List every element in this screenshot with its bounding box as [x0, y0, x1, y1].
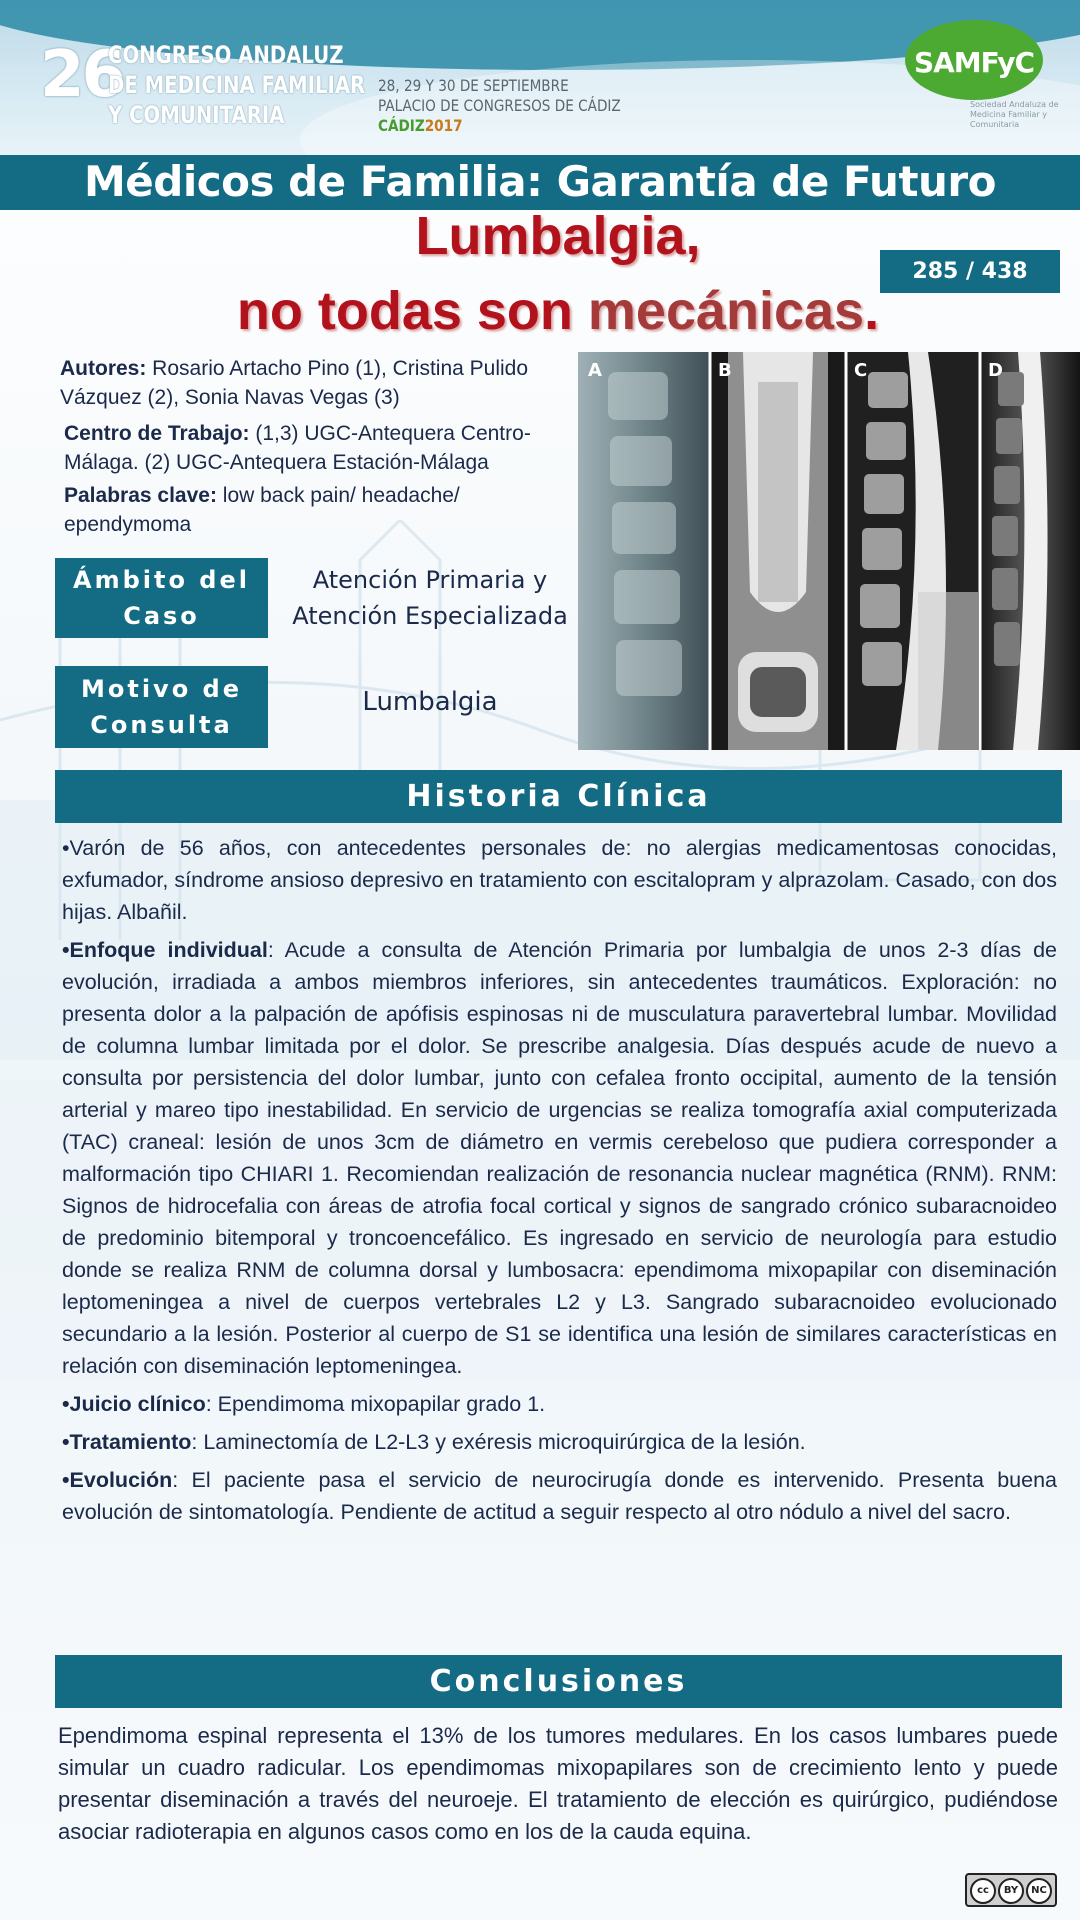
- mri-panel-a: [578, 352, 710, 750]
- slogan: Médicos de Familia: Garantía de Futuro: [84, 157, 996, 206]
- congress-year: 2017: [424, 116, 463, 135]
- scope-label-line: Caso: [123, 602, 200, 630]
- mri-label-b: B: [718, 360, 732, 381]
- congress-name-line: CONGRESO ANDALUZ: [108, 41, 344, 69]
- mri-images: [578, 352, 1080, 750]
- reason-label-line: Consulta: [90, 711, 233, 739]
- history-paragraph: [62, 1388, 1057, 1420]
- history-text: : Ependimoma mixopapilar grado 1.: [205, 1392, 546, 1416]
- poster-number-badge: 285 / 438: [880, 250, 1060, 293]
- mri-label-c: C: [854, 360, 868, 381]
- title-text: no todas son: [236, 281, 588, 341]
- authors-label: Autores:: [60, 357, 147, 380]
- city-name: CÁDIZ: [378, 116, 425, 135]
- keywords-text: low back pain/ headache/ ependymoma: [64, 484, 460, 536]
- history-body: [62, 832, 1057, 1534]
- cc-icon: cc: [970, 1878, 996, 1904]
- title-highlight: mecánicas: [587, 281, 865, 341]
- history-text: : Laminectomía de L2-L3 y exéresis microquirúrgica de la lesión.: [191, 1430, 806, 1454]
- history-label: •Evolución: [62, 1468, 173, 1492]
- conclusions-body: [58, 1720, 1058, 1848]
- mri-panel-c: [846, 352, 980, 750]
- history-text: : Acude a consulta de Atención Primaria por lumbalgia de unos 2-3 días de evolución, irradiada a ambos miembros inferiores, sin antecedentes traumáticos. Exploración: no presenta dolor a la palpación de apófisis espinosas ni de musculatura paravertebral lumbar. Movilidad de columna lumbar limitada por el dolor. Se prescribe analgesia. Días después acude de nuevo a consulta por persistencia del dolor lumbar, junto con cefalea fronto occipital, aumento de la tensión arterial y mareo tipo inestabilidad. En servicio de urgencias se realiza tomografía axial computerizada (TAC) craneal: lesión de unos 3cm de diámetro en vermis cerebeloso que pudiera corresponder a malformación tipo CHIARI 1. Recomiendan realización de resonancia nuclear magnética (RNM). RNM: Signos de hidrocefalia con áreas de atrofia focal cortical y signos de sangrado crónico subaracnoideo de predominio bitemporal y troncoencefálico. Es ingresado en servicio de neurología para estudio donde se realiza RNM de columna dorsal y lumbosacra: ependimoma mixopapilar con diseminación leptomeningea a nivel de cuerpos vertebrales L2 y L3. Sangrado subaracnoideo evolucionado secundario a la lesión. Posterior al cuerpo de S1 se identifica una lesión de similares características en relación con diseminación leptomeningea.: [62, 938, 1057, 1378]
- poster-title-line1: Lumbalgia,: [415, 206, 701, 266]
- congress-dates: [378, 76, 621, 136]
- reason-label-line: Motivo de: [80, 675, 242, 703]
- history-label: •Tratamiento: [62, 1430, 192, 1454]
- scope-label-line: Ámbito del: [73, 566, 250, 594]
- history-label: •Juicio clínico: [62, 1392, 206, 1416]
- reason-label: [55, 666, 268, 748]
- congress-venue: PALACIO DE CONGRESOS DE CÁDIZ: [378, 96, 621, 115]
- work-center-label: Centro de Trabajo:: [64, 422, 250, 445]
- title-period: .: [864, 281, 880, 341]
- scope-value: [280, 562, 580, 634]
- mri-panel-d: [980, 352, 1080, 750]
- history-text: : El paciente pasa el servicio de neurocirugía donde es intervenido. Presenta buena evolución de sintomatología. Pendiente de actitud a seguir respecto al otro nódulo a nivel del sacro.: [62, 1468, 1057, 1524]
- creative-commons-badge: [965, 1873, 1057, 1907]
- mri-label-a: A: [588, 360, 602, 381]
- history-paragraph: [62, 1426, 1057, 1458]
- congress-date-text: 28, 29 Y 30 DE SEPTIEMBRE: [378, 76, 569, 95]
- by-icon: BY: [998, 1878, 1024, 1904]
- congress-name-line: DE MEDICINA FAMILIAR: [108, 71, 366, 99]
- congress-number: 26: [40, 38, 124, 112]
- work-center: [64, 419, 584, 477]
- scope-label: [55, 558, 268, 638]
- scope-value-line: Atención Especializada: [292, 602, 568, 630]
- work-center-text: (1,3) UGC-Antequera Centro-Málaga. (2) UGC-Antequera Estación-Málaga: [64, 422, 531, 474]
- history-heading: Historia Clínica: [55, 770, 1062, 823]
- congress-city: [378, 116, 621, 136]
- conclusions-heading: Conclusiones: [55, 1655, 1062, 1708]
- nc-icon: NC: [1026, 1878, 1052, 1904]
- history-paragraph: •Varón de 56 años, con antecedentes personales de: no alergias medicamentosas conocidas, exfumador, síndrome ansioso depresivo en tratamiento con escitalopram y alprazolam. Casado, con dos hijas. Albañil.: [62, 836, 1057, 924]
- history-label: •Enfoque individual: [62, 938, 268, 962]
- authors: [60, 354, 580, 412]
- samfyc-logo-subtitle: Sociedad Andaluza de Medicina Familiar y Comunitaria: [970, 100, 1059, 129]
- mri-label-d: D: [988, 360, 1003, 381]
- history-paragraph: [62, 934, 1057, 1382]
- keywords-label: Palabras clave:: [64, 484, 217, 507]
- mri-figure: [578, 352, 1080, 750]
- scope-value-line: Atención Primaria y: [312, 566, 548, 594]
- authors-text: Rosario Artacho Pino (1), Cristina Pulido Vázquez (2), Sonia Navas Vegas (3): [60, 357, 529, 409]
- conclusions-text: Ependimoma espinal representa el 13% de los tumores medulares. En los casos lumbares puede simular un cuadro radicular. Los ependimomas mixopapilares son de crecimiento lento y puede presentar diseminación a través del neuroeje. El tratamiento de elección es quirúrgico, pudiéndose asociar radioterapia en algunos casos como en los de la cauda equina.: [58, 1723, 1058, 1844]
- reason-value: Lumbalgia: [362, 687, 498, 717]
- mri-panel-b: [710, 352, 846, 750]
- congress-name-line: Y COMUNITARIA: [108, 101, 285, 129]
- history-paragraph: [62, 1464, 1057, 1528]
- keywords: [64, 481, 584, 539]
- samfyc-logo-text: SAMFyC: [913, 46, 1035, 79]
- congress-name: [108, 40, 366, 130]
